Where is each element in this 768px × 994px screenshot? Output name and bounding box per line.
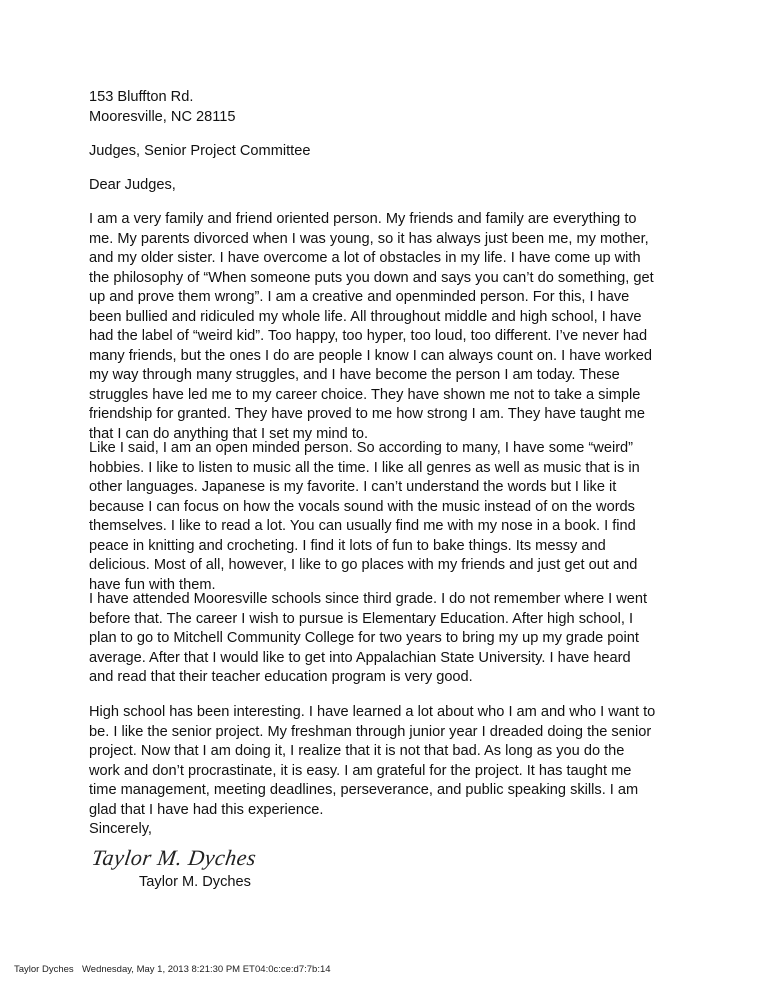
paragraph-3	[89, 590, 647, 688]
closing: Sincerely,	[89, 821, 152, 837]
paragraph-line: that I can do anything that I set my mind to.	[89, 426, 369, 443]
paragraph-line: and read that their teacher education program is very good.	[89, 669, 473, 686]
paragraph-line: before that. The career I wish to pursue is Elementary Education. After high school, I	[89, 610, 634, 627]
paragraph-line: and my older sister. I have overcome a lot of obstacles in my life. I have come up with	[89, 250, 641, 267]
paragraph-line: because I can focus on how the vocals sound with the music instead of on the words	[89, 498, 635, 515]
paragraph-line: Like I said, I am an open minded person. So according to many, I have some “weird”	[89, 440, 634, 456]
paragraph-line: plan to go to Mitchell Community College for two years to bring my up my grade point	[89, 630, 639, 647]
paragraph-line: themselves. I like to read a lot. You can usually find me with my nose in a book. I find	[89, 518, 636, 535]
sender-address	[89, 88, 236, 127]
paragraph-line: be. I like the senior project. My freshman through junior year I dreaded doing the senior	[89, 723, 652, 740]
paragraph-1	[89, 210, 654, 445]
paragraph-line: struggles have led me to my career choice. They have shown me not to take a simple	[89, 386, 641, 403]
paragraph-line: I have attended Mooresville schools since third grade. I do not remember where I went	[89, 591, 648, 607]
paragraph-line: been bullied and ridiculed my whole life. All throughout middle and high school, I have	[89, 308, 642, 325]
paragraph-line: glad that I have had this experience.	[89, 801, 324, 818]
paragraph-line: delicious. Most of all, however, I like to go places with my friends and just get out and	[89, 557, 638, 574]
paragraph-line: average. After that I would like to get into Appalachian State University. I have heard	[89, 649, 631, 666]
address-line: Mooresville, NC 28115	[89, 108, 236, 125]
paragraph-4	[89, 703, 655, 820]
paragraph-line: project. Now that I am doing it, I realize that it is not that bad. As long as you do the	[89, 743, 625, 760]
footer-id: 04:0c:ce:d7:7b:14	[255, 964, 331, 975]
paragraph-line: have fun with them.	[89, 576, 216, 593]
paragraph-line: had the label of “weird kid”. Too happy, too hyper, too loud, too different. I’ve never had	[89, 328, 648, 345]
salutation: Dear Judges,	[89, 177, 176, 193]
paragraph-line: my way through many struggles, and I have become the person I am today. These	[89, 367, 620, 384]
recipient: Judges, Senior Project Committee	[89, 143, 311, 159]
paragraph-line: up and prove them wrong”. I am a creative and openminded person. For this, I have	[89, 289, 630, 306]
printed-name: Taylor M. Dyches	[139, 874, 251, 890]
paragraph-line: friendship for granted. They have proved to me how strong I am. They have taught me	[89, 406, 645, 423]
paragraph-line: work and don’t procrastinate, it is easy. I am grateful for the project. It has taught me	[89, 762, 632, 779]
paragraph-line: many friends, but the ones I do are people I know I can always count on. I have worked	[89, 347, 652, 364]
paragraph-line: other languages. Japanese is my favorite. I can’t understand the words but I like it	[89, 479, 617, 496]
footer-author: Taylor Dyches	[14, 964, 74, 975]
paragraph-line: hobbies. I like to listen to music all the time. I like all genres as well as music that is in	[89, 459, 640, 476]
paragraph-line: me. My parents divorced when I was young, so it has always just been me, my mother,	[89, 230, 649, 247]
paragraph-line: time management, meeting deadlines, perseverance, and public speaking skills. I am	[89, 782, 639, 799]
paragraph-line: peace in knitting and crocheting. I find it lots of fun to bake things. Its messy and	[89, 537, 606, 554]
footer-timestamp: Wednesday, May 1, 2013 8:21:30 PM ET	[82, 964, 255, 975]
handwritten-signature: Taylor M. Dyches	[90, 845, 259, 870]
paragraph-2	[89, 439, 640, 595]
paragraph-line: I am a very family and friend oriented person. My friends and family are everything to	[89, 211, 637, 227]
address-line: 153 Bluffton Rd.	[89, 89, 194, 105]
paragraph-line: the philosophy of “When someone puts you down and says you can’t do something, get	[89, 269, 654, 286]
paragraph-line: High school has been interesting. I have learned a lot about who I am and who I want to	[89, 704, 656, 720]
